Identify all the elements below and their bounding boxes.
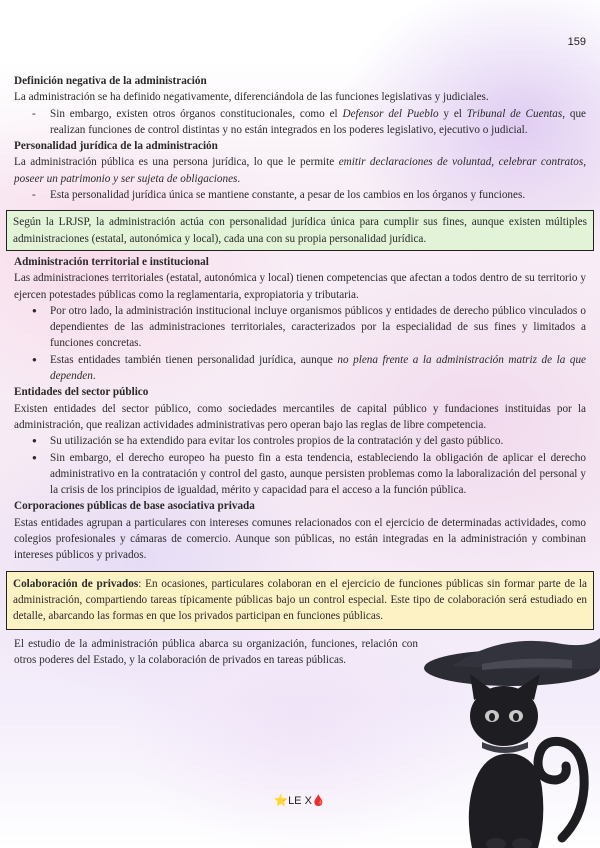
list-item: ● Por otro lado, la administración institucional incluye organismos públicos y entidades de derecho público vinculados o dependientes de las administraciones territoriales, caracterizados por la especialidad de sus fines y limitados a funciones concretas.: [14, 303, 586, 352]
heading-corporaciones-publicas: Corporaciones públicas de base asociativa privada: [14, 500, 255, 513]
list-item: ● Estas entidades también tienen personalidad jurídica, aunque no plena frente a la administración matriz de la que dependen.: [14, 352, 586, 385]
bullet-list-territorial: [14, 303, 586, 384]
footer-text: LE X: [288, 795, 312, 807]
page-number: 159: [567, 36, 586, 48]
list-item: - Sin embargo, existen otros órganos constitucionales, como el Defensor del Pueblo y el Tribunal de Cuentas, que realizan funciones de control distintas y no están integrados en los poderes legislativo, ejecutivo o judicial.: [14, 106, 586, 139]
paragraph-entidades-sector-publico: Existen entidades del sector público, como sociedades mercantiles de capital público y fundaciones instituidas por la administración, que realizan actividades administrativas pero operan bajo las reglas de libre competencia.: [14, 402, 586, 431]
footer-signature: [0, 794, 600, 807]
heading-entidades-sector-publico: Entidades del sector público: [14, 386, 149, 399]
heading-definicion-negativa: Definición negativa de la administración: [14, 75, 207, 87]
star-icon: ⭐: [274, 795, 289, 807]
paragraph-corporaciones-publicas: Estas entidades agrupan a particulares con intereses comunes relacionados con el ejercicio de determinadas actividades, como colegios profesionales y cámaras de comercio. Aunque son públicas, no están integradas en la administración y combinan intereses públicos y privados.: [14, 516, 586, 562]
callout-colaboracion-privados: Colaboración de privados: En ocasiones, particulares colaboran en el ejercicio de funciones públicas sin formar parte de la administración, compartiendo tareas típicamente públicas bajo un control especial. Este tipo de colaboración será estudiado en detalle, abarcando las formas en que los privados participan en funciones públicas.: [6, 571, 594, 630]
heading-administracion-territorial: Administración territorial e institucional: [14, 255, 209, 268]
bullet-list-entidades: [14, 433, 586, 498]
list-item: - Esta personalidad jurídica única se mantiene constante, a pesar de los cambios en los órganos y funciones.: [14, 187, 586, 203]
callout-lrjsp: Según la LRJSP, la administración actúa con personalidad jurídica única para cumplir sus fines, aunque existen múltiples administraciones (estatal, autonómica y local), cada una con su propia personalidad jurídica.: [6, 210, 594, 251]
paragraph-definicion-negativa: La administración se ha definido negativamente, diferenciándola de las funciones legislativas y judiciales.: [14, 91, 489, 104]
witch-cat-illustration: [412, 638, 600, 848]
heading-personalidad-juridica: Personalidad jurídica de la administración: [14, 140, 218, 153]
list-item: ● Su utilización se ha extendido para evitar los controles propios de la contratación y del gasto público.: [14, 433, 586, 449]
paragraph-administracion-territorial: Las administraciones territoriales (estatal, autonómica y local) tienen competencias que afectan a todos dentro de su territorio y ejercen potestades públicas como la reglamentaria, expropiatoria y tributaria.: [14, 272, 586, 301]
blood-drop-icon: 🩸: [311, 795, 326, 807]
paragraph-personalidad-juridica: La administración pública es una persona jurídica, lo que le permite emitir declaraciones de voluntad, celebrar contratos, poseer un patrimonio y ser sujeta de obligaciones.: [14, 156, 586, 185]
paragraph-conclusion: El estudio de la administración pública abarca su organización, funciones, relación con otros poderes del Estado, y la colaboración de privados en tareas públicas.: [14, 637, 418, 666]
list-item: ● Sin embargo, el derecho europeo ha puesto fin a esta tendencia, estableciendo la obligación de aplicar el derecho administrativo en la contratación y control del gasto, aunque persisten problemas como la laboralización del personal y la crisis de los principios de igualdad, mérito y capacidad para el acceso a la función pública.: [14, 450, 586, 499]
page-content: [14, 73, 586, 668]
dash-list-definicion: [14, 106, 586, 139]
dash-list-personalidad: [14, 187, 586, 203]
